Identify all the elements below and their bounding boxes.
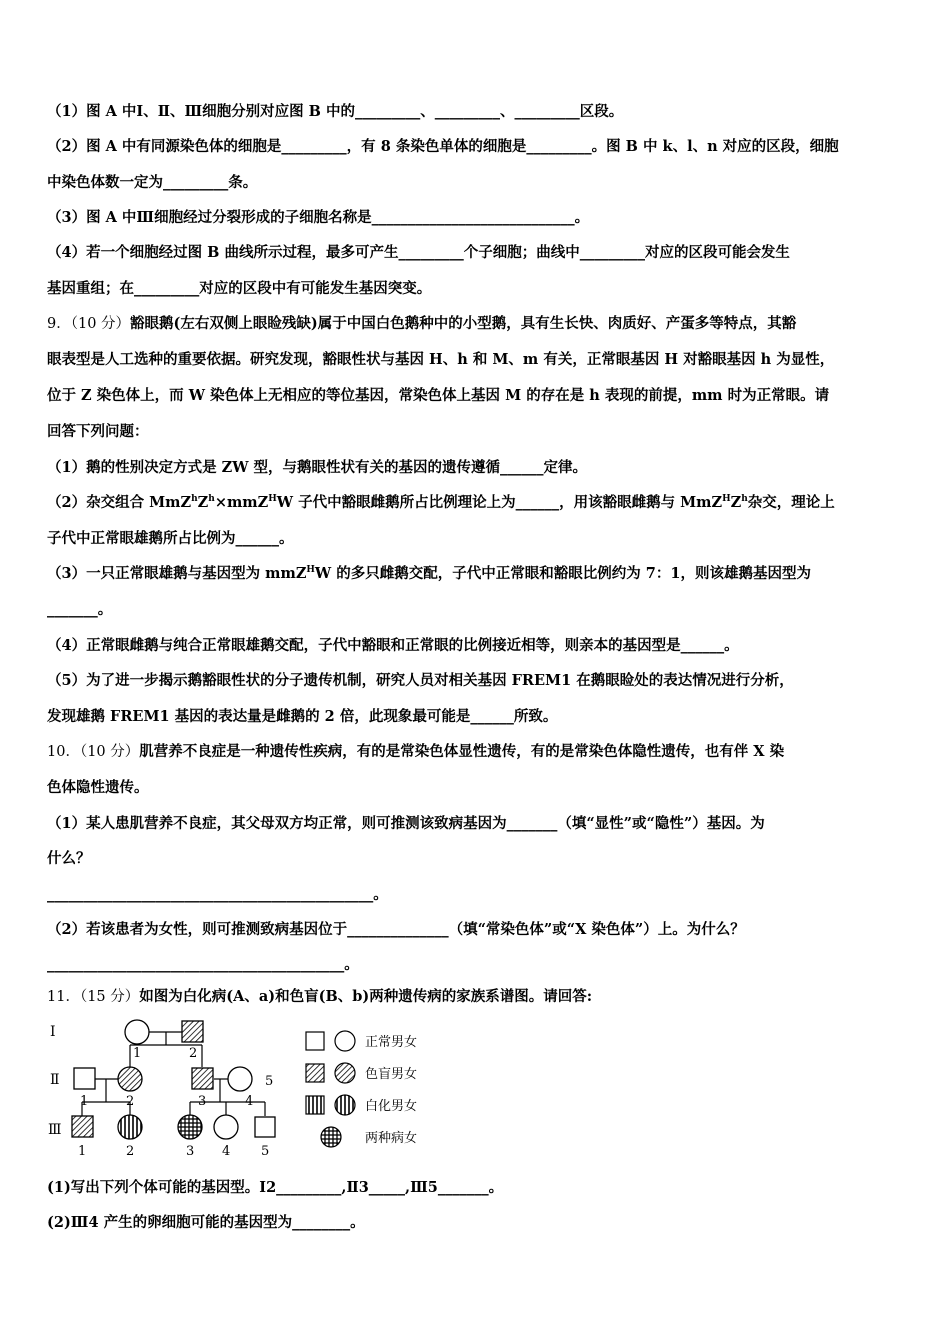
- q10-stem-text1: 肌营养不良症是一种遗传性疾病，有的是常染色体显性遗传，有的是常染色体隐性遗传，也有伴 X 染: [139, 743, 785, 760]
- legend-albino-male-symbol: [306, 1096, 324, 1114]
- q9-p2-seg1: （2）杂交组合 MmZ: [47, 494, 192, 511]
- q9-part4: （4）正常眼雌鹅与纯合正常眼雄鹅交配，子代中豁眼和正常眼的比例接近相等，则亲本的基因型是______。: [47, 637, 739, 654]
- pedigree-III2-albino-female: [118, 1115, 142, 1139]
- q9-part3-line1: [47, 564, 811, 584]
- q10-part2-answer-line: _________________________________________。: [47, 956, 359, 973]
- q9-stem-line4: 回答下列问题：: [47, 423, 149, 440]
- pedigree-num-I1: 1: [133, 1046, 142, 1061]
- pedigree-num-II4: 4: [245, 1094, 254, 1109]
- q9-part1: （1）鹅的性别决定方式是 ZW 型，与鹅眼性状有关的基因的遗传遵循______定律。: [47, 459, 588, 476]
- pedigree-num-II3: 3: [198, 1094, 207, 1109]
- q9-part2-line2: 子代中正常眼雄鹅所占比例为______。: [47, 530, 294, 547]
- q10-part1-line1: （1）某人患肌营养不良症，其父母双方均正常，则可推测该致病基因为_______（填“显性”或“隐性”）基因。为: [47, 815, 765, 832]
- q8-part2-line2: 中染色体数一定为_________条。: [47, 174, 258, 191]
- q9-stem-line1: [47, 314, 796, 334]
- q8-part2-line1: （2）图 A 中有同源染色体的细胞是_________，有 8 条染色单体的细胞是_________。图 B 中 k、l、n 对应的区段，细胞: [47, 138, 839, 155]
- pedigree-III1-colorblind-male: [72, 1116, 93, 1137]
- q9-part5-line2: 发现雄鹅 FREM1 基因的表达量是雌鹅的 2 倍，此现象最可能是______所致。: [47, 708, 558, 725]
- legend-both-diseases-female-symbol: [321, 1127, 341, 1147]
- q11-number: 11．（15 分）: [47, 989, 140, 1005]
- q9-p2-sup4: H: [722, 494, 731, 504]
- q9-part2-line1: [47, 493, 835, 513]
- q8-part3: （3）图 A 中Ⅲ细胞经过分裂形成的子细胞名称是____________________________。: [47, 209, 590, 226]
- q9-part5-line1: （5）为了进一步揭示鹅豁眼性状的分子遗传机制，研究人员对相关基因 FREM1 在鹅眼睑处的表达情况进行分析，: [47, 672, 794, 689]
- q10-part1-line2: 什么？: [47, 850, 91, 867]
- q9-stem-line2: 眼表型是人工选种的重要依据。研究发现，豁眼性状与基因 H、h 和 M、m 有关，正常眼基因 H 对豁眼基因 h 为显性，: [47, 351, 835, 368]
- legend-colorblind-female-symbol: [335, 1063, 355, 1083]
- q10-stem-line2: 色体隐性遗传。: [47, 779, 149, 796]
- pedigree-num-III4: 4: [222, 1144, 231, 1159]
- q10-part2-line1: （2）若该患者为女性，则可推测致病基因位于______________（填“常染色体”或“X 染色体”）上。为什么？: [47, 921, 745, 938]
- q11-stem-text: 如图为白化病(A、a)和色盲(B、b)两种遗传病的家族系谱图。请回答:: [139, 988, 593, 1005]
- q9-p2-seg6: 杂交，理论上: [747, 494, 835, 511]
- q8-part4-line1: （4）若一个细胞经过图 B 曲线所示过程，最多可产生_________个子细胞；曲线中_________对应的区段可能会发生: [47, 244, 790, 261]
- pedigree-II2-colorblind-female: [118, 1067, 142, 1091]
- generation-label-2: Ⅱ: [50, 1072, 60, 1088]
- legend-normal-label: 正常男女: [365, 1035, 418, 1050]
- q9-part3-line2: _______。: [47, 601, 113, 618]
- q9-p2-seg2: Z: [197, 494, 209, 511]
- q9-p2-seg5: Z: [730, 494, 742, 511]
- q10-part1-answer-line: _____________________________________________。: [47, 886, 388, 903]
- legend-colorblind-male-symbol: [306, 1064, 324, 1082]
- pedigree-II1-normal-male: [74, 1068, 95, 1089]
- legend-both-label: 两种病女: [365, 1131, 418, 1146]
- q9-p2-sup2: h: [208, 494, 215, 504]
- generation-label-3: Ⅲ: [48, 1122, 62, 1138]
- q9-p2-sup1: h: [191, 494, 198, 504]
- pedigree-I1-normal-female: [125, 1020, 149, 1044]
- pedigree-III4-normal-female: [214, 1115, 238, 1139]
- q9-p3-seg2: W 的多只雌鹅交配，子代中正常眼和豁眼比例约为 7：1，则该雄鹅基因型为: [314, 565, 811, 582]
- pedigree-num-II2: 2: [126, 1094, 135, 1109]
- q9-p3-sup1: H: [306, 565, 315, 575]
- legend-albino-label: 白化男女: [365, 1099, 418, 1114]
- q9-p2-seg3: ×mmZ: [214, 494, 269, 511]
- pedigree-num-II1: 1: [80, 1094, 89, 1109]
- q11-stem: [47, 987, 592, 1007]
- q8-part4-line2: 基因重组；在_________对应的区段中有可能发生基因突变。: [47, 280, 432, 297]
- pedigree-chart: [40, 1010, 440, 1160]
- pedigree-III3-both-diseases-female: [178, 1115, 202, 1139]
- q9-number: 9．（10 分）: [47, 316, 131, 332]
- q8-part1: （1）图 A 中Ⅰ、Ⅱ、Ⅲ细胞分别对应图 B 中的_________、_________、_________区段。: [47, 103, 624, 120]
- pedigree-num-III1: 1: [78, 1144, 87, 1159]
- q10-stem-line1: [47, 742, 784, 762]
- pedigree-legend: [306, 1031, 417, 1147]
- q9-p3-seg1: （3）一只正常眼雄鹅与基因型为 mmZ: [47, 565, 307, 582]
- pedigree-II4-normal-female: [228, 1067, 252, 1091]
- pedigree-I2-colorblind-male: [182, 1021, 203, 1042]
- q9-stem-line3: 位于 Z 染色体上，而 W 染色体上无相应的等位基因，常染色体上基因 M 的存在是 h 表现的前提，mm 时为正常眼。请: [47, 387, 830, 404]
- pedigree-II3-colorblind-male: [192, 1068, 213, 1089]
- legend-albino-female-symbol: [335, 1095, 355, 1115]
- pedigree-num-II5: 5: [265, 1074, 274, 1089]
- pedigree-num-I2: 2: [189, 1046, 198, 1061]
- q11-part1: (1)写出下列个体可能的基因型。Ⅰ2_________,Ⅱ3_____,Ⅲ5_______。: [47, 1179, 504, 1196]
- q9-stem-text1: 豁眼鹅(左右双侧上眼睑残缺)属于中国白色鹅种中的小型鹅，具有生长快、肉质好、产蛋多等特点，其豁: [130, 315, 797, 332]
- pedigree-num-III5: 5: [261, 1144, 270, 1159]
- pedigree-III5-normal-male: [255, 1117, 275, 1137]
- pedigree-num-III3: 3: [186, 1144, 195, 1159]
- legend-colorblind-label: 色盲男女: [365, 1067, 418, 1082]
- legend-normal-female-symbol: [335, 1031, 355, 1051]
- q9-p2-seg4: W 子代中豁眼雌鹅所占比例理论上为______，用该豁眼雌鹅与 MmZ: [276, 494, 723, 511]
- legend-normal-male-symbol: [306, 1032, 324, 1050]
- q11-part2: (2)Ⅲ4 产生的卵细胞可能的基因型为________。: [47, 1214, 365, 1231]
- pedigree-num-III2: 2: [126, 1144, 135, 1159]
- generation-label-1: Ⅰ: [50, 1024, 56, 1040]
- q9-p2-sup3: H: [268, 494, 277, 504]
- q9-p2-sup5: h: [741, 494, 748, 504]
- q10-number: 10．（10 分）: [47, 744, 140, 760]
